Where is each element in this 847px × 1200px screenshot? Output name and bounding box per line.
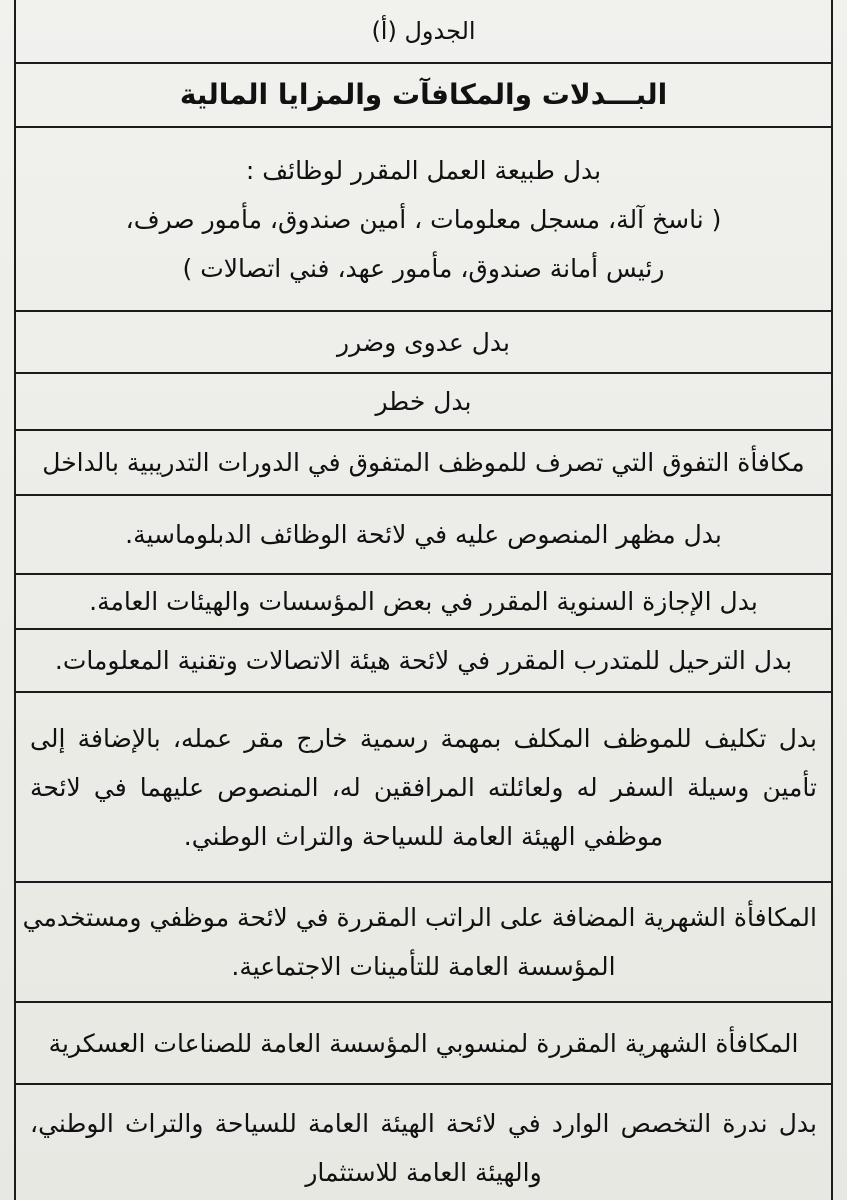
table-caption-row <box>14 0 833 64</box>
row-text-line: بدل مظهر المنصوص عليه في لائحة الوظائف الدبلوماسية. <box>125 520 722 549</box>
row-text-line: بدل تكليف للموظف المكلف بمهمة رسمية خارج مقر عمله، بالإضافة إلى <box>30 723 817 753</box>
table-right-border <box>831 0 833 1200</box>
table-left-border <box>14 0 16 1200</box>
table-row <box>14 693 833 883</box>
row-text-line: ( ناسخ آلة، مسجل معلومات ، أمين صندوق، مأمور صرف، <box>125 204 722 234</box>
row-text-line: المكافأة الشهرية المضافة على الراتب المقررة في لائحة موظفي ومستخدمي <box>22 903 817 932</box>
row-text-line: بدل خطر <box>375 387 472 416</box>
row-text-line: المكافأة الشهرية المقررة لمنسوبي المؤسسة العامة للصناعات العسكرية <box>48 1028 799 1058</box>
table-title-row <box>14 64 833 128</box>
table-title: البـــدلات والمكافآت والمزايا المالية <box>179 78 668 111</box>
table-caption: الجدول (أ) <box>371 17 476 45</box>
table-row <box>14 883 833 1003</box>
row-text-line: بدل طبيعة العمل المقرر لوظائف : <box>245 155 602 185</box>
row-text-line: تأمين وسيلة السفر له ولعائلته المرافقين له، المنصوص عليهما في لائحة <box>30 772 817 802</box>
table-row <box>14 575 833 630</box>
row-text-line: مكافأة التفوق التي تصرف للموظف المتفوق في الدورات التدريبية بالداخل <box>42 448 805 477</box>
row-text-line: رئيس أمانة صندوق، مأمور عهد، فني اتصالات ) <box>182 253 665 283</box>
table-row <box>14 128 833 312</box>
row-text-line: بدل عدوى وضرر <box>337 327 510 357</box>
row-text-line: المؤسسة العامة للتأمينات الاجتماعية. <box>231 952 616 981</box>
table-row <box>14 374 833 431</box>
row-text-line: بدل الترحيل للمتدرب المقرر في لائحة هيئة الاتصالات وتقنية المعلومات. <box>54 646 793 675</box>
table-row <box>14 630 833 693</box>
row-text-line: بدل ندرة التخصص الوارد في لائحة الهيئة العامة للسياحة والتراث الوطني، <box>30 1108 817 1138</box>
table-row <box>14 496 833 575</box>
row-text-line: بدل الإجازة السنوية المقرر في بعض المؤسسات والهيئات العامة. <box>89 587 758 616</box>
row-text-line: موظفي الهيئة العامة للسياحة والتراث الوطني. <box>183 821 664 851</box>
table-row <box>14 312 833 374</box>
table-row <box>14 431 833 496</box>
table-row <box>14 1003 833 1085</box>
table-row <box>14 1085 833 1200</box>
row-text-line: والهيئة العامة للاستثمار <box>305 1157 542 1187</box>
